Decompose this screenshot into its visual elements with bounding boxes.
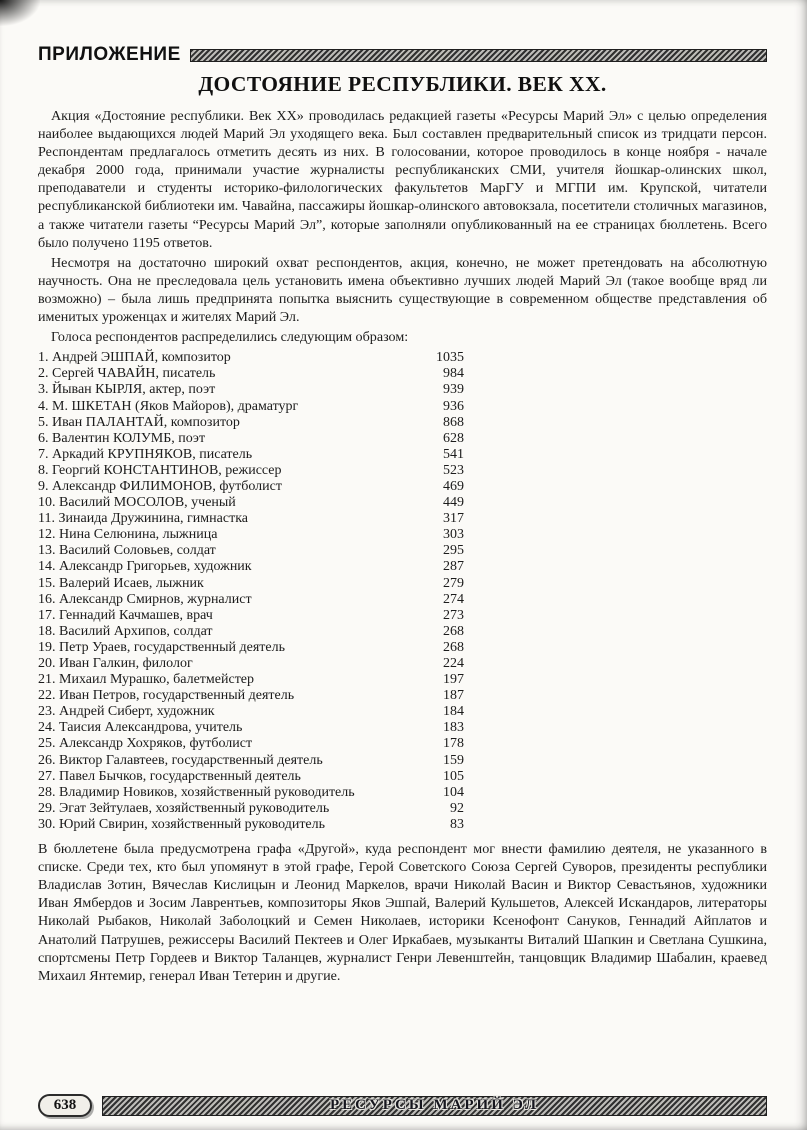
result-rank: 25. bbox=[38, 736, 56, 752]
header-decorative-bar bbox=[190, 49, 767, 62]
result-votes: 449 bbox=[443, 495, 464, 511]
result-rank: 28. bbox=[38, 784, 56, 800]
result-name: Валентин КОЛУМБ, поэт bbox=[52, 430, 206, 446]
result-label bbox=[38, 576, 204, 592]
result-votes: 274 bbox=[443, 591, 464, 607]
result-name: Андрей Сиберт, художник bbox=[59, 704, 215, 720]
result-row bbox=[38, 350, 464, 366]
result-name: Иван Галкин, филолог bbox=[59, 656, 193, 671]
result-votes: 197 bbox=[443, 672, 464, 688]
page-footer bbox=[38, 1094, 767, 1117]
result-name: Михаил Мурашко, балетмейстер bbox=[59, 672, 255, 688]
result-row bbox=[38, 511, 464, 527]
result-name: Владимир Новиков, хозяйственный руководитель bbox=[59, 784, 355, 800]
result-votes: 628 bbox=[443, 430, 464, 446]
result-votes: 187 bbox=[443, 688, 464, 704]
result-label bbox=[38, 688, 294, 704]
result-name: Александр Смирнов, журналист bbox=[59, 591, 252, 607]
result-name: Александр Григорьев, художник bbox=[59, 559, 252, 575]
result-row bbox=[38, 415, 464, 431]
result-name: Василий Архипов, солдат bbox=[59, 623, 213, 639]
result-votes: 273 bbox=[443, 607, 464, 623]
result-row bbox=[38, 753, 464, 769]
page-number-badge: 638 bbox=[38, 1094, 92, 1117]
result-votes: 105 bbox=[443, 768, 464, 784]
result-label bbox=[38, 817, 325, 833]
result-label bbox=[38, 769, 301, 785]
result-label bbox=[38, 382, 215, 398]
result-votes: 268 bbox=[443, 623, 464, 639]
result-label bbox=[38, 624, 213, 640]
result-name: Йыван КЫРЛЯ, актер, поэт bbox=[52, 382, 216, 398]
result-label bbox=[38, 543, 216, 559]
result-label bbox=[38, 431, 205, 447]
result-name: М. ШКЕТАН (Яков Майоров), драматург bbox=[52, 398, 299, 414]
result-row bbox=[38, 431, 464, 447]
result-rank: 19. bbox=[38, 639, 56, 655]
result-name: Иван ПАЛАНТАЙ, композитор bbox=[52, 414, 240, 430]
result-votes: 104 bbox=[443, 784, 464, 800]
result-row bbox=[38, 366, 464, 382]
result-row bbox=[38, 720, 464, 736]
result-row bbox=[38, 672, 464, 688]
result-rank: 18. bbox=[38, 623, 56, 639]
result-votes: 984 bbox=[443, 366, 464, 382]
result-label bbox=[38, 415, 240, 431]
result-rank: 10. bbox=[38, 495, 56, 511]
result-rank: 17. bbox=[38, 607, 56, 623]
result-rank: 21. bbox=[38, 672, 56, 688]
result-row bbox=[38, 399, 464, 415]
result-name: Василий Соловьев, солдат bbox=[59, 543, 216, 559]
result-rank: 27. bbox=[38, 768, 56, 784]
result-name: Павел Бычков, государственный деятель bbox=[59, 768, 301, 784]
result-row bbox=[38, 576, 464, 592]
header-label: ПРИЛОЖЕНИЕ bbox=[38, 44, 181, 65]
result-rank: 16. bbox=[38, 591, 56, 607]
list-intro-paragraph: Голоса респондентов распределились следующим образом: bbox=[51, 329, 409, 346]
other-mentions-paragraph: В бюллетене была предусмотрена графа «Другой», куда респондент мог внести фамилию деятеля, не указанного в списке. Среди тех, кто был упомянут в этой графе, Герой Советского Союза Сергей Суворов, президенты республики Владислав Зотин, Вячеслав Кислицын и Леонид Маркелов, врачи Николай Васин и Виктор Севастьянов, художники Иван Ямбердов и Зосим Лаврентьев, композиторы Яков Эшпай, Валерий Кульшетов, Алексей Искандаров, литераторы Николай Рыбаков, Николай Заболоцкий и Семен Николаев, историки Ксенофонт Сануков, Геннадий Айплатов и Анатолий Патрушев, режиссеры Василий Пектеев и Олег Иркабаев, музыканты Виталий Шапкин и Светлана Сушкина, спортсмены Петр Гордеев и Виктор Таланцев, журналист Генри Левенштейн, танцовщик Владимир Шабалин, краевед Михаил Янтемир, генерал Иван Тетерин и другие. bbox=[38, 841, 767, 984]
result-rank: 12. bbox=[38, 527, 56, 543]
result-row bbox=[38, 479, 464, 495]
result-rank: 13. bbox=[38, 543, 56, 559]
result-name: Валерий Исаев, лыжник bbox=[59, 575, 204, 591]
result-name: Иван Петров, государственный деятель bbox=[59, 688, 295, 704]
result-name: Петр Ураев, государственный деятель bbox=[59, 639, 285, 655]
result-votes: 469 bbox=[443, 478, 464, 494]
result-row bbox=[38, 785, 464, 801]
result-row bbox=[38, 543, 464, 559]
footer-title: РЕСУРСЫ МАРИЙ ЭЛ bbox=[329, 1097, 540, 1113]
result-label bbox=[38, 640, 285, 656]
result-row bbox=[38, 447, 464, 463]
result-votes: 317 bbox=[443, 511, 464, 527]
result-row bbox=[38, 801, 464, 817]
result-rank: 11. bbox=[38, 511, 55, 527]
result-row bbox=[38, 559, 464, 575]
page-header bbox=[38, 44, 767, 66]
result-rank: 23. bbox=[38, 704, 56, 720]
result-row bbox=[38, 624, 464, 640]
caveat-paragraph: Несмотря на достаточно широкий охват респондентов, акция, конечно, не может претендовать на абсолютную научность. Она не преследовала цель установить имена объективно лучших людей Марий Эл (такое вообще вряд ли возможно) – была лишь предпринята попытка выяснить существующие в современном обществе представления об именитых уроженцах и жителях Марий Эл. bbox=[38, 254, 767, 326]
result-label bbox=[38, 801, 329, 817]
result-rank: 29. bbox=[38, 800, 56, 816]
results-list bbox=[38, 350, 464, 833]
result-rank: 3. bbox=[38, 382, 49, 398]
result-votes: 1035 bbox=[436, 350, 464, 366]
result-label bbox=[38, 479, 282, 495]
result-rank: 9. bbox=[38, 478, 49, 494]
result-name: Александр Хохряков, футболист bbox=[59, 736, 253, 752]
result-votes: 83 bbox=[450, 816, 464, 832]
result-votes: 287 bbox=[443, 559, 464, 575]
intro-paragraph: Акция «Достояние республики. Век XX» проводилась редакцией газеты «Ресурсы Марий Эл» с целью определения наиболее выдающихся людей Марий Эл уходящего века. Был составлен предварительный список из тридцати персон. Респондентам предлагалось отметить десять из них. В голосовании, которое проводилось в конце ноября - начале декабря 2000 года, принимали участие журналисты республиканских СМИ, учителя йошкар-олинских школ, преподаватели и студенты историко-филологических факультетов МарГУ и МГПИ им. Крупской, читатели республиканской библиотеки им. Чавайна, пассажиры йошкар-олинского автовокзала, посетители столичных магазинов, а также читатели газеты “Ресурсы Марий Эл”, которые заполняли опубликованный на ее страницах бюллетень. Всего было получено 1195 ответов. bbox=[38, 108, 767, 251]
result-votes: 303 bbox=[443, 527, 464, 543]
result-row bbox=[38, 495, 464, 511]
page-title: ДОСТОЯНИЕ РЕСПУБЛИКИ. ВЕК XX. bbox=[198, 72, 607, 96]
result-name: Таисия Александрова, учитель bbox=[59, 720, 243, 736]
result-votes: 936 bbox=[443, 398, 464, 414]
result-label bbox=[38, 447, 252, 463]
result-votes: 868 bbox=[443, 414, 464, 430]
result-label bbox=[38, 736, 252, 752]
result-row bbox=[38, 704, 464, 720]
result-rank: 2. bbox=[38, 366, 49, 382]
result-label bbox=[38, 527, 217, 543]
result-votes: 295 bbox=[443, 543, 464, 559]
result-name: Юрий Свирин, хозяйственный руководитель bbox=[59, 816, 326, 832]
result-rank: 5. bbox=[38, 414, 49, 430]
result-label bbox=[38, 463, 282, 479]
result-name: Геннадий Качмашев, врач bbox=[59, 607, 213, 623]
result-label bbox=[38, 704, 215, 720]
result-rank: 26. bbox=[38, 752, 56, 768]
result-name: Нина Селюнина, лыжница bbox=[59, 527, 218, 543]
result-name: Андрей ЭШПАЙ, композитор bbox=[52, 350, 231, 366]
result-votes: 92 bbox=[450, 800, 464, 816]
result-name: Сергей ЧАВАЙН, писатель bbox=[52, 366, 216, 382]
result-votes: 184 bbox=[443, 704, 464, 720]
result-rank: 30. bbox=[38, 816, 56, 832]
result-row bbox=[38, 688, 464, 704]
result-rank: 6. bbox=[38, 430, 49, 446]
result-label bbox=[38, 592, 252, 608]
result-row bbox=[38, 382, 464, 398]
result-row bbox=[38, 769, 464, 785]
result-name: Александр ФИЛИМОНОВ, футболист bbox=[52, 478, 282, 494]
result-rank: 15. bbox=[38, 575, 56, 591]
result-name: Василий МОСОЛОВ, ученый bbox=[59, 495, 236, 511]
result-rank: 1. bbox=[38, 350, 49, 366]
result-label bbox=[38, 399, 298, 415]
result-votes: 183 bbox=[443, 720, 464, 736]
result-row bbox=[38, 736, 464, 752]
result-label bbox=[38, 559, 252, 575]
result-votes: 939 bbox=[443, 382, 464, 398]
result-row bbox=[38, 640, 464, 656]
result-votes: 159 bbox=[443, 752, 464, 768]
result-rank: 7. bbox=[38, 446, 49, 462]
result-label bbox=[38, 608, 213, 624]
result-label bbox=[38, 366, 215, 382]
result-label bbox=[38, 785, 355, 801]
result-row bbox=[38, 463, 464, 479]
result-name: Виктор Галавтеев, государственный деятель bbox=[59, 752, 323, 768]
result-name: Аркадий КРУПНЯКОВ, писатель bbox=[52, 446, 253, 462]
result-row bbox=[38, 656, 464, 672]
result-rank: 4. bbox=[38, 398, 49, 414]
result-label bbox=[38, 720, 242, 736]
result-label bbox=[38, 656, 193, 672]
result-name: Георгий КОНСТАНТИНОВ, режиссер bbox=[52, 462, 282, 478]
footer-decorative-bar bbox=[102, 1096, 767, 1116]
result-label bbox=[38, 495, 236, 511]
result-votes: 279 bbox=[443, 575, 464, 591]
result-label bbox=[38, 753, 323, 769]
result-name: Эгат Зейтулаев, хозяйственный руководитель bbox=[59, 800, 330, 816]
result-rank: 20. bbox=[38, 656, 56, 671]
result-rank: 24. bbox=[38, 720, 56, 736]
result-votes: 541 bbox=[443, 446, 464, 462]
result-votes: 224 bbox=[443, 656, 464, 671]
result-label bbox=[38, 511, 248, 527]
result-rank: 8. bbox=[38, 462, 49, 478]
result-label bbox=[38, 350, 231, 366]
result-row bbox=[38, 527, 464, 543]
result-votes: 268 bbox=[443, 639, 464, 655]
result-label bbox=[38, 672, 254, 688]
result-rank: 22. bbox=[38, 688, 56, 704]
result-row bbox=[38, 608, 464, 624]
result-row bbox=[38, 817, 464, 833]
result-votes: 178 bbox=[443, 736, 464, 752]
result-votes: 523 bbox=[443, 462, 464, 478]
result-rank: 14. bbox=[38, 559, 56, 575]
result-name: Зинаида Дружинина, гимнастка bbox=[58, 511, 248, 527]
result-row bbox=[38, 592, 464, 608]
